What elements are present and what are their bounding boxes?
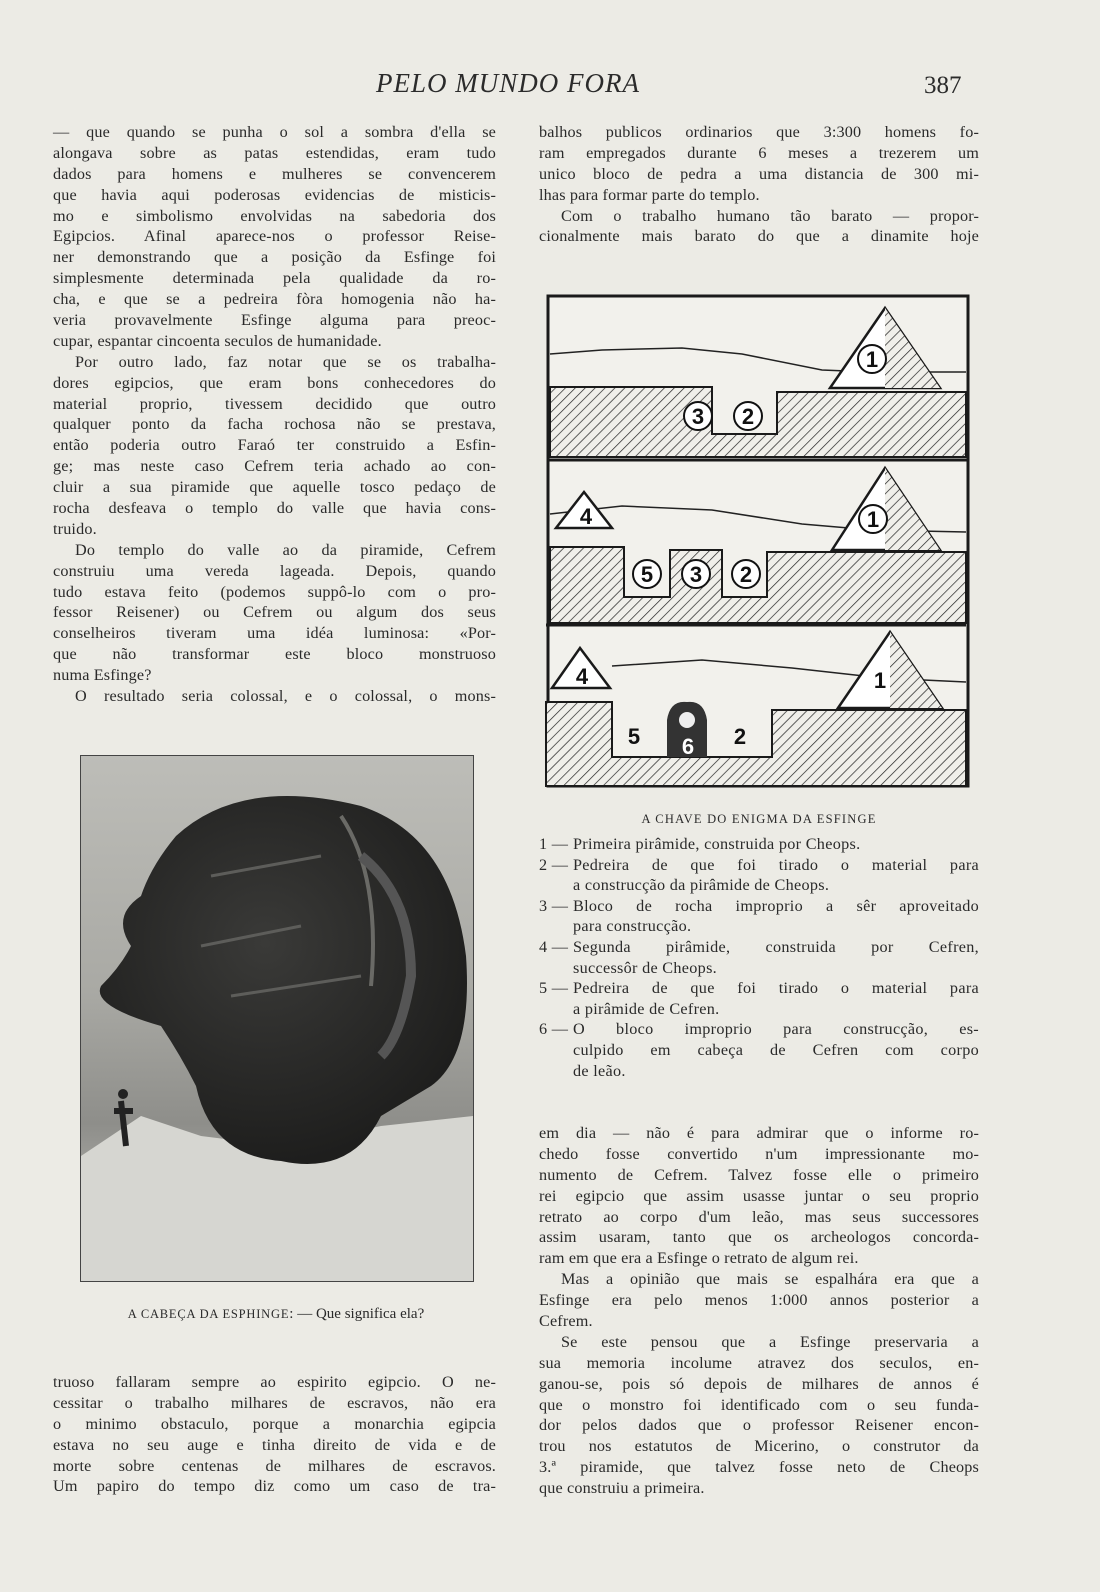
diagram-label: 3 — [691, 404, 705, 429]
text-line: balhos publicos ordinarios que 3:300 homens fo- — [539, 123, 979, 141]
text-line: fessor Reisener) ou Cefrem ou algum dos seus — [53, 603, 496, 622]
text-line: 3.ª piramide, que talvez fosse neto de Cheops — [539, 1458, 979, 1477]
text-line: sua memoria incolume atravez dos seculos, en- — [539, 1353, 979, 1372]
legend-text: Segunda pirâmide, construida por Cefren, — [573, 937, 979, 956]
running-header — [0, 68, 1100, 102]
diagram-label: 2 — [739, 562, 753, 587]
legend-text: successôr de Cheops. — [573, 958, 718, 977]
text-line: truoso fallaram sempre ao espirito egipcio. O ne- — [53, 1373, 496, 1391]
text-line: Cefrem. — [539, 1312, 593, 1331]
text-line: que não transformar este bloco monstruoso — [53, 645, 496, 664]
paragraph — [53, 686, 496, 707]
text-line: estava no seu auge e tinha direito de vida e de — [53, 1435, 496, 1454]
legend-item — [539, 1019, 979, 1081]
sphinx-diagram — [542, 292, 970, 792]
text-line: trou nos estatutos de Micerino, o construtor da — [539, 1437, 979, 1456]
text-line: Mas a opinião que mais se espalhára era que a — [561, 1270, 979, 1289]
paragraph — [53, 1372, 496, 1497]
text-line: dados para homens e mulheres se convencerem — [53, 164, 496, 183]
text-line: cha, e que se a pedreira fòra homogenia não ha- — [53, 290, 496, 309]
legend-number: 4 — — [539, 937, 569, 956]
diagram-label: 2 — [741, 404, 755, 429]
paragraph — [539, 1332, 979, 1499]
text-line: numa Esfinge? — [53, 666, 152, 685]
text-line: Se este pensou que a Esfinge preservaria a — [561, 1332, 979, 1351]
sphinx-head-photo — [80, 755, 474, 1282]
legend-item — [539, 896, 979, 937]
diagram-svg — [542, 292, 970, 792]
text-line: que construiu a primeira. — [539, 1479, 705, 1498]
left-column-top — [53, 122, 496, 707]
paragraph — [53, 122, 496, 352]
legend-text: Primeira pirâmide, construida por Cheops. — [573, 835, 861, 853]
text-line: ge; mas neste caso Cefrem teria achado ao con- — [53, 457, 496, 476]
photo-caption-text: : — Que significa ela? — [289, 1306, 425, 1322]
text-line: material proprio, tivessem decidido que outro — [53, 394, 496, 413]
text-line: assim usaram, tanto que os archeologos concorda- — [539, 1228, 979, 1247]
diagram-label: 1 — [866, 507, 880, 532]
text-line: Do templo do valle ao da piramide, Cefrem — [75, 540, 496, 559]
text-line: que o monstro foi identificado com o seu funda- — [539, 1395, 979, 1414]
text-line: tudo estava feito (podemos suppô-lo com o pro- — [53, 582, 496, 601]
legend-number: 5 — — [539, 979, 569, 998]
text-line: ner demonstrando que a posição da Esfinge foi — [53, 248, 496, 267]
diagram-label: 1 — [865, 347, 879, 372]
legend-text: Pedreira de que foi tirado o material para — [573, 855, 979, 874]
right-column-top — [539, 122, 979, 247]
diagram-label: 6 — [681, 734, 695, 759]
text-line: cionalmente mais barato do que a dinamite hoje — [539, 227, 979, 246]
diagram-label: 5 — [627, 724, 641, 749]
paragraph — [539, 1269, 979, 1332]
text-line: ram em que era a Esfinge o retrato de algum rei. — [539, 1249, 859, 1268]
legend-text: culpido em cabeça de Cefren com corpo — [573, 1040, 979, 1059]
legend-text: O bloco improprio para construcção, es- — [573, 1020, 979, 1039]
text-line: unico bloco de pedra a uma distancia de 300 mi- — [539, 164, 979, 183]
paragraph — [53, 352, 496, 540]
paragraph — [53, 540, 496, 686]
text-line: cupar, espantar cincoenta seculos de humanidade. — [53, 331, 382, 350]
text-line: cessitar o trabalho milhares de escravos, não era — [53, 1393, 496, 1412]
text-line: dor pelos dados que o professor Reisener encon- — [539, 1416, 979, 1435]
legend-text: Bloco de rocha improprio a sêr aproveitado — [573, 896, 979, 915]
page-number: 387 — [924, 72, 962, 99]
text-line: veria provavelmente Esfinge alguma para preoc- — [53, 311, 496, 330]
diagram-label: 5 — [640, 562, 654, 587]
text-line: em dia — não é para admirar que o informe ro- — [539, 1124, 979, 1142]
text-line: truido. — [53, 519, 97, 538]
text-line: Esfinge era pelo menos 1:000 annos posterior a — [539, 1291, 979, 1310]
text-line: qualquer ponto da facha rochosa não se prestava, — [53, 415, 496, 434]
left-column-bottom — [53, 1372, 496, 1497]
legend-number: 6 — — [539, 1020, 569, 1039]
diagram-label: 4 — [575, 664, 589, 689]
legend-item — [539, 855, 979, 896]
paragraph — [539, 122, 979, 206]
right-column-bottom — [539, 1123, 979, 1499]
text-line: chedo fosse convertido n'um impressionante mo- — [539, 1144, 979, 1163]
running-title: PELO MUNDO FORA — [376, 68, 640, 98]
text-line: Egipcios. Afinal aparece-nos o professor Reise- — [53, 227, 496, 246]
legend-number: 1 — — [539, 835, 569, 853]
legend-number: 2 — — [539, 855, 569, 874]
legend-text: para construcção. — [573, 917, 692, 936]
text-line: Um papiro do tempo diz como um caso de tra- — [53, 1477, 496, 1496]
legend-text: a construcção da pirâmide de Cheops. — [573, 876, 830, 895]
diagram-legend — [539, 834, 979, 1081]
legend-item — [539, 834, 979, 855]
text-line: retrato ao corpo d'um leão, mas seus successores — [539, 1207, 979, 1226]
text-line: construiu uma vereda lageada. Depois, quando — [53, 561, 496, 580]
text-line: ganou-se, pois só depois de milhares de annos é — [539, 1374, 979, 1393]
text-line: ram empregados durante 6 meses a trezerem um — [539, 143, 979, 162]
sphinx-photo-image — [81, 756, 473, 1281]
text-line: O resultado seria colossal, e o colossal, o mons- — [75, 687, 496, 706]
text-line: lhas para formar parte do templo. — [539, 185, 760, 204]
paragraph — [539, 1123, 979, 1269]
diagram-caption: A CHAVE DO ENIGMA DA ESFINGE — [641, 812, 877, 826]
diagram-label: 2 — [733, 724, 747, 749]
legend-text: Pedreira de que foi tirado o material para — [573, 979, 979, 998]
diagram-label: 1 — [873, 668, 887, 693]
paragraph — [539, 206, 979, 248]
text-line: rocha desfeava o templo do valle que havia cons- — [53, 499, 496, 518]
text-line: o minimo obstaculo, porque a monarchia egipcia — [53, 1414, 496, 1433]
legend-text: de leão. — [573, 1061, 626, 1080]
photo-caption — [80, 1306, 472, 1323]
photo-caption-label: A CABEÇA DA ESPHINGE — [127, 1307, 290, 1321]
text-line: cluir a sua piramide que aquelle tosco pedaço de — [53, 478, 496, 497]
text-line: simplesmente determinada pela qualidade da ro- — [53, 269, 496, 288]
text-line: dores egipcios, que eram bons conhecedores do — [53, 373, 496, 392]
text-line: morte sobre centenas de milhares de escravos. — [53, 1456, 496, 1475]
text-line: alongava sobre as patas estendidas, eram tudo — [53, 143, 496, 162]
text-line: Com o trabalho humano tão barato — propor- — [561, 206, 979, 225]
legend-item — [539, 937, 979, 978]
text-line: conselheiros tiveram uma idéa luminosa: «Por- — [53, 624, 496, 643]
text-line: mo e simbolismo envolvidas na sabedoria dos — [53, 206, 496, 225]
diagram-label: 3 — [689, 562, 703, 587]
legend-text: a pirâmide de Cefren. — [573, 999, 720, 1018]
legend-item — [539, 978, 979, 1019]
legend-number: 3 — — [539, 896, 569, 915]
text-line: que havia aqui poderosas evidencias de misticis- — [53, 185, 496, 204]
text-line: — que quando se punha o sol a sombra d'ella se — [53, 123, 496, 141]
diagram-label: 4 — [579, 504, 593, 529]
text-line: então poderia outro Faraó ter construido a Esfin- — [53, 436, 496, 455]
text-line: rei egipcio que assim usasse juntar o seu proprio — [539, 1186, 979, 1205]
text-line: numento de Cefrem. Talvez fosse elle o primeiro — [539, 1165, 979, 1184]
text-line: Por outro lado, faz notar que se os trabalha- — [75, 352, 496, 371]
